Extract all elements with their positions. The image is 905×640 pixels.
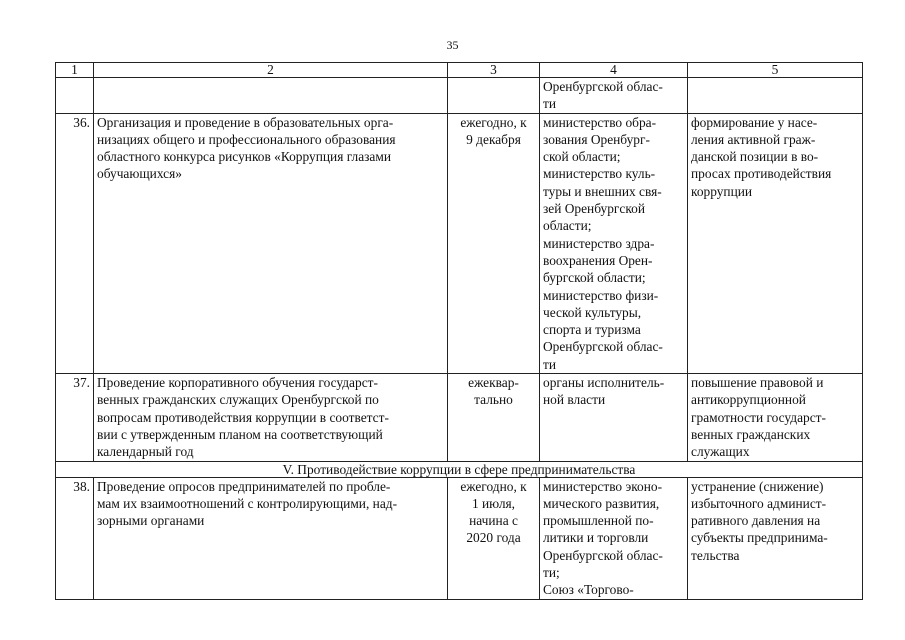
text-line: 1 июля,: [471, 495, 516, 511]
text-line: избыточного админист-: [691, 495, 827, 511]
text-line: зования Оренбург-: [543, 131, 650, 147]
text-line: ческой культуры,: [543, 304, 642, 320]
executors-cell: [540, 113, 688, 373]
measure-cell: [94, 374, 448, 461]
text-line: календарный год: [97, 444, 194, 460]
text-line: воохранения Орен-: [543, 252, 653, 268]
text-line: начина с: [469, 513, 518, 529]
text-line: Организация и проведение в образовательных орга-: [97, 114, 394, 130]
text-line: субъекты предпринима-: [691, 530, 828, 546]
text-line: зорными органами: [97, 513, 205, 529]
text-line: ной власти: [543, 392, 606, 408]
text-line: министерство куль-: [543, 166, 656, 182]
text-line: данской позиции в во-: [691, 149, 819, 165]
continuation-result-cell: [688, 78, 863, 114]
column-number-5: 5: [688, 63, 863, 78]
text-line: грамотности государст-: [691, 409, 826, 425]
text-line: туры и внешних свя-: [543, 183, 662, 199]
text-line: антикоррупционной: [691, 392, 806, 408]
deadline-cell: [448, 477, 540, 599]
text-line: области;: [543, 218, 592, 234]
text-line: тельства: [691, 547, 740, 563]
measure-cell: [94, 113, 448, 373]
executors-cell: [540, 477, 688, 599]
deadline-cell: [448, 113, 540, 373]
text-line: служащих: [691, 444, 750, 460]
text-line: промышленной по-: [543, 513, 654, 529]
text-line: устранение (снижение): [691, 478, 824, 494]
text-line: венных гражданских: [691, 426, 811, 442]
text-line: повышение правовой и: [691, 375, 824, 391]
column-number-4: 4: [540, 63, 688, 78]
text-line: 9 декабря: [466, 131, 521, 147]
text-line: обучающихся»: [97, 166, 182, 182]
text-line: бургской области;: [543, 270, 646, 286]
text-line: литики и торговли: [543, 530, 649, 546]
text-line: венных гражданских служащих Оренбургской по: [97, 392, 379, 408]
section-heading-row: [56, 461, 863, 477]
measure-cell: [94, 477, 448, 599]
text-line: мического развития,: [543, 495, 660, 511]
column-number-1: 1: [56, 63, 94, 78]
text-line: ежегодно, к: [460, 478, 527, 494]
text-line: министерство физи-: [543, 287, 659, 303]
section-heading: V. Противодействие коррупции в сфере предпринимательства: [56, 461, 863, 477]
text-line: 2020 года: [466, 530, 521, 546]
table-row-37: [56, 374, 863, 461]
text-line: ти: [543, 96, 557, 112]
page-number: 35: [446, 38, 459, 52]
text-line: ти;: [543, 565, 560, 581]
result-cell: [688, 113, 863, 373]
text-line: ления активной граж-: [691, 131, 816, 147]
text-line: низациях общего и профессионального образования: [97, 131, 396, 147]
text-line: просах противодействия: [691, 166, 832, 182]
text-line: Оренбургской облас-: [543, 339, 663, 355]
text-line: формирование у насе-: [691, 114, 818, 130]
column-number-row: [56, 63, 863, 78]
text-line: министерство здра-: [543, 235, 655, 251]
continuation-executors-cell: [540, 78, 688, 114]
text-line: ти: [543, 356, 557, 372]
text-line: ративного давления на: [691, 513, 821, 529]
text-line: мам их взаимоотношений с контролирующими, над-: [97, 495, 398, 511]
column-number-3: 3: [448, 63, 540, 78]
text-line: Оренбургской облас-: [543, 79, 663, 94]
table-row-36: [56, 113, 863, 373]
text-line: коррупции: [691, 183, 753, 199]
text-line: областного конкурса рисунков «Коррупция глазами: [97, 149, 392, 165]
text-line: Союз «Торгово-: [543, 582, 634, 598]
deadline-cell: [448, 374, 540, 461]
text-line: спорта и туризма: [543, 322, 641, 338]
text-line: ежеквар-: [468, 375, 519, 391]
result-cell: [688, 477, 863, 599]
plan-table: [55, 62, 863, 600]
text-line: ежегодно, к: [460, 114, 527, 130]
text-line: Проведение корпоративного обучения государст-: [97, 375, 378, 391]
continuation-deadline-cell: [448, 78, 540, 114]
table-row-38: [56, 477, 863, 599]
text-line: Проведение опросов предпринимателей по пробле-: [97, 478, 391, 494]
text-line: министерство обра-: [543, 114, 657, 130]
text-line: вии с утвержденным планом на соответствующий: [97, 426, 383, 442]
text-line: Оренбургской облас-: [543, 547, 663, 563]
result-cell: [688, 374, 863, 461]
continuation-measure-cell: [94, 78, 448, 114]
column-number-2: 2: [94, 63, 448, 78]
continuation-row: [56, 78, 863, 114]
text-line: зей Оренбургской: [543, 201, 646, 217]
text-line: тально: [474, 392, 513, 408]
row-number: 37.: [56, 374, 94, 461]
text-line: вопросам противодействия коррупции в соответст-: [97, 409, 389, 425]
text-line: министерство эконо-: [543, 478, 663, 494]
row-number: 36.: [56, 113, 94, 373]
row-number: 38.: [56, 477, 94, 599]
text-line: органы исполнитель-: [543, 375, 665, 391]
text-line: ской области;: [543, 149, 621, 165]
executors-cell: [540, 374, 688, 461]
continuation-num-cell: [56, 78, 94, 114]
